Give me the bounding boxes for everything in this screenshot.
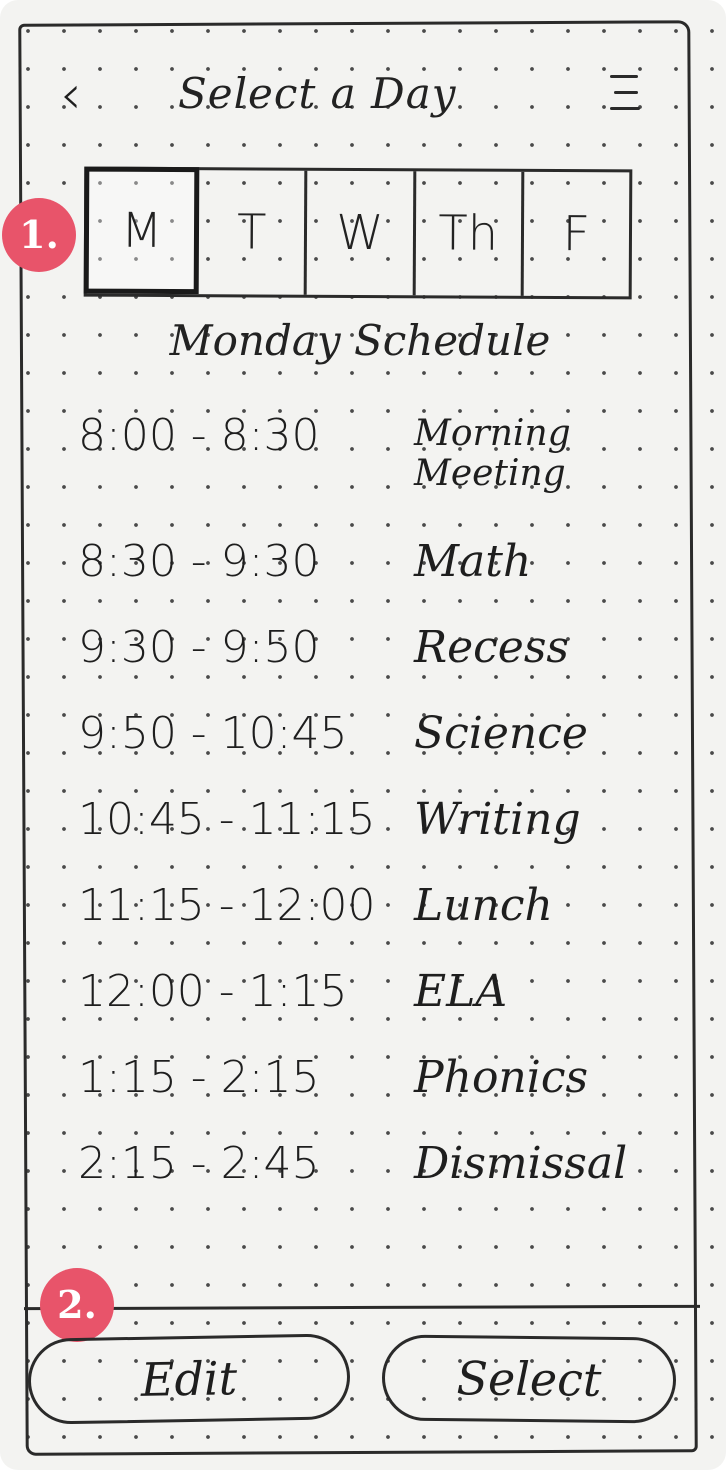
annotation-badge-1: 1. — [2, 198, 76, 272]
tab-thursday[interactable]: Th — [415, 171, 524, 296]
schedule-row[interactable] — [78, 708, 658, 794]
day-selector-tabs — [84, 167, 633, 300]
hamburger-menu-icon[interactable] — [610, 75, 644, 119]
schedule-row[interactable] — [78, 966, 658, 1052]
schedule-time: 1:15 - 2:15 — [78, 1052, 320, 1103]
schedule-title: Monday Schedule — [169, 316, 551, 365]
schedule-row[interactable] — [78, 536, 658, 622]
footer-actions — [24, 1336, 684, 1432]
tab-monday[interactable]: M — [84, 167, 200, 295]
schedule-activity: Dismissal — [414, 1138, 628, 1189]
schedule-row[interactable] — [78, 1052, 658, 1138]
schedule-activity: Writing — [414, 794, 581, 845]
tab-friday[interactable]: F — [562, 206, 591, 263]
menu-line — [610, 107, 640, 110]
schedule-activity: Recess — [414, 622, 570, 673]
schedule-activity: Math — [414, 536, 532, 587]
schedule-list — [78, 410, 658, 1224]
schedule-time: 8:00 - 8:30 — [78, 410, 320, 461]
schedule-time: 9:50 - 10:45 — [78, 708, 348, 759]
schedule-time: 8:30 - 9:30 — [78, 536, 320, 587]
schedule-row[interactable] — [78, 794, 658, 880]
page-title: Select a Day — [178, 69, 457, 118]
schedule-activity: ELA — [414, 966, 508, 1017]
footer-divider — [24, 1305, 700, 1310]
header-bar — [40, 55, 670, 135]
select-button[interactable]: Select — [382, 1334, 677, 1423]
annotation-badge-2: 2. — [40, 1268, 114, 1342]
tab-wednesday[interactable]: W — [307, 171, 416, 296]
schedule-time: 2:15 - 2:45 — [78, 1138, 320, 1189]
schedule-activity: Science — [414, 708, 588, 759]
edit-button[interactable]: Edit — [27, 1333, 350, 1425]
schedule-row[interactable] — [78, 410, 658, 536]
tab-tuesday[interactable]: T — [199, 170, 308, 295]
back-arrow-icon[interactable]: ‹ — [60, 63, 82, 126]
schedule-time: 10:45 - 11:15 — [78, 794, 376, 845]
menu-line — [614, 91, 638, 94]
schedule-time: 9:30 - 9:50 — [78, 622, 320, 673]
schedule-row[interactable] — [78, 622, 658, 708]
schedule-time: 11:15 - 12:00 — [78, 880, 376, 931]
schedule-activity: Phonics — [414, 1052, 589, 1103]
schedule-activity: Lunch — [414, 880, 553, 931]
menu-line — [610, 75, 638, 78]
schedule-row[interactable] — [78, 1138, 658, 1224]
schedule-activity: Morning Meeting — [414, 413, 571, 494]
schedule-time: 12:00 - 1:15 — [78, 966, 348, 1017]
schedule-row[interactable] — [78, 880, 658, 966]
